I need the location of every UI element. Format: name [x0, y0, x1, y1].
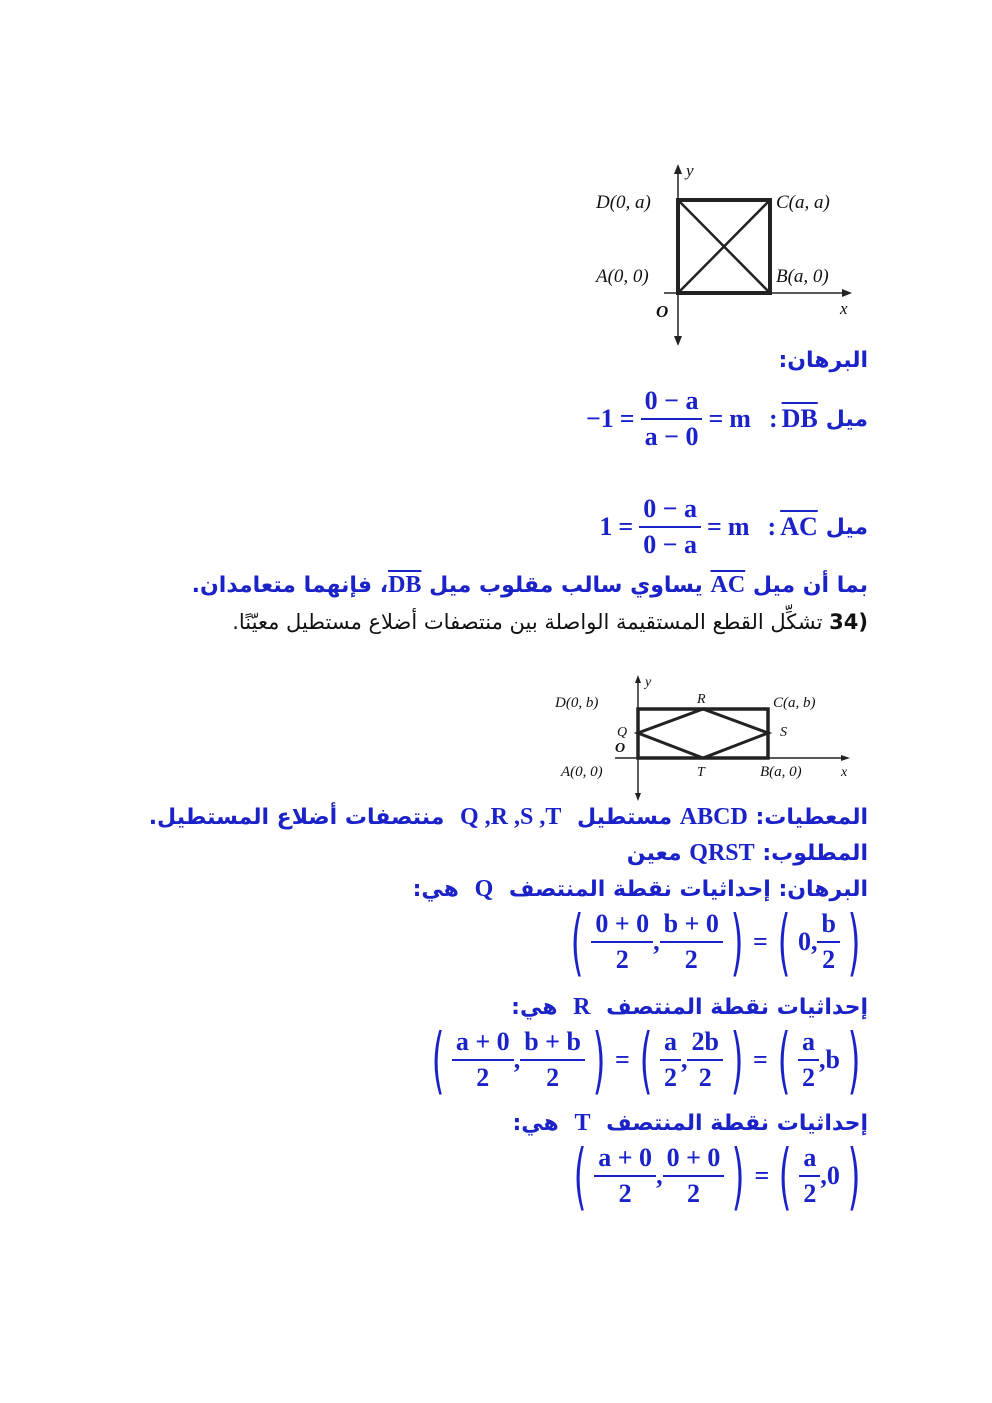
- proof2-t-heading: [512, 1110, 868, 1137]
- proof1-heading: البرهان:: [778, 348, 868, 373]
- slope-db-line: [586, 384, 868, 454]
- q-right-paren-1: ): [730, 900, 744, 984]
- t-result-num: a: [799, 1141, 820, 1177]
- r-left-paren-3: (: [777, 1018, 791, 1102]
- fig2-label-r: R: [697, 692, 706, 707]
- q-frac-1: [591, 907, 653, 977]
- fig2-y-label: y: [645, 675, 652, 690]
- r-result-den: 2: [801, 1063, 815, 1092]
- t-left-paren-2: (: [779, 1134, 792, 1218]
- t-frac-1-num: a + 0: [594, 1141, 656, 1177]
- slope-ac-line: [599, 492, 868, 562]
- q-frac-1-num: 0 + 0: [591, 907, 653, 943]
- t-left-paren-1: (: [573, 1134, 587, 1218]
- proof2-t-letter: T: [574, 1110, 591, 1136]
- slope-db-fraction: [641, 384, 703, 454]
- t-result-den: 2: [803, 1179, 817, 1208]
- slope-ac-word: ميل: [825, 514, 868, 540]
- r-frac-1-den: 2: [476, 1063, 490, 1092]
- r-simp-1-den: 2: [663, 1063, 677, 1092]
- r-comma-1: ,: [513, 1045, 521, 1074]
- q-frac-2-den: 2: [684, 945, 698, 974]
- t-right-paren-1: ): [732, 1134, 745, 1218]
- proof2-q-coords: إحداثيات نقطة المنتصف: [508, 877, 771, 902]
- fig2-label-t: T: [697, 765, 705, 780]
- proof2-q-heading: [413, 876, 868, 903]
- rectangle-rhombus-figure: [555, 672, 865, 802]
- r-right-paren-1: ): [592, 1018, 606, 1102]
- fig1-label-a: A(0, 0): [596, 266, 649, 287]
- slope-ac-fraction: [639, 492, 701, 562]
- conclusion-part1: بما أن ميل: [752, 573, 868, 598]
- r-frac-2: [520, 1025, 585, 1095]
- proof2-heading: البرهان:: [778, 877, 868, 902]
- t-result-frac: [799, 1141, 820, 1211]
- square-diagonals-figure: [590, 160, 870, 350]
- q-result-num: b: [817, 907, 839, 943]
- fig2-x-arrow: [841, 755, 850, 761]
- fig2-label-s: S: [780, 725, 787, 740]
- given-label: المعطيات:: [755, 805, 868, 830]
- slope-ac-denominator: 0 − a: [643, 530, 698, 559]
- required-rhombus: معين: [626, 841, 682, 866]
- conclusion-db: DB: [388, 572, 422, 598]
- equals-2: =: [708, 404, 724, 433]
- required-line: [627, 840, 868, 867]
- r-frac-2-den: 2: [546, 1063, 560, 1092]
- proof2-t-coords: إحداثيات نقطة المنتصف: [606, 1111, 868, 1136]
- conclusion-part2: يساوي سالب مقلوب ميل: [429, 573, 703, 598]
- t-frac-2-den: 2: [686, 1179, 700, 1208]
- r-frac-2-num: b + b: [520, 1025, 585, 1061]
- fig2-y-arrow-up: [635, 675, 641, 683]
- proof2-r-hiya: هي:: [511, 995, 558, 1020]
- r-frac-1: [452, 1025, 514, 1095]
- t-frac-1-den: 2: [618, 1179, 632, 1208]
- fig2-x-label: x: [841, 765, 848, 780]
- q-result-x: 0,: [797, 927, 818, 956]
- slope-db-colon: :: [768, 404, 778, 433]
- slope-ac-m: m: [727, 512, 750, 541]
- slope-ac-result: 1: [599, 512, 613, 541]
- slope-db-m: m: [729, 404, 751, 433]
- equals-1: =: [619, 404, 635, 433]
- t-midpoint-equation: [566, 1134, 868, 1218]
- equals-3: =: [618, 512, 634, 541]
- t-result-y: ,0: [820, 1161, 840, 1190]
- r-result-y: ,b: [818, 1045, 840, 1074]
- x-axis-arrow: [842, 289, 852, 297]
- t-frac-2: [663, 1141, 725, 1211]
- fig2-y-arrow-down: [635, 793, 641, 801]
- proof2-r-coords: إحداثيات نقطة المنتصف: [606, 995, 868, 1020]
- fig1-y-label: y: [686, 161, 694, 180]
- slope-db-denominator: a − 0: [644, 422, 699, 451]
- problem-34-text: تشكِّل القطع المستقيمة الواصلة بين منتصفات أضلاع مستطيل معيّنًا.: [232, 610, 823, 634]
- slope-ac-numerator: 0 − a: [639, 492, 701, 528]
- q-comma: ,: [653, 927, 660, 956]
- given-rest: منتصفات أضلاع المستطيل.: [148, 805, 445, 830]
- fig2-label-q: Q: [617, 725, 628, 740]
- rectangle: [638, 709, 768, 758]
- r-simp-frac-1: [660, 1025, 681, 1095]
- conclusion-part3: ، فإنهما متعامدان.: [191, 573, 389, 598]
- t-equals: =: [754, 1161, 770, 1190]
- required-qrst: QRST: [689, 840, 755, 866]
- fig2-origin-label: O: [615, 741, 626, 756]
- given-points: Q ,R ,S ,T: [460, 804, 562, 830]
- t-comma: ,: [656, 1161, 663, 1190]
- q-left-paren-2: (: [777, 900, 791, 984]
- proof2-t-hiya: هي:: [512, 1111, 559, 1136]
- slope-db-word: ميل: [825, 406, 868, 432]
- r-equals-2: =: [753, 1045, 768, 1074]
- r-left-paren-1: (: [431, 1018, 445, 1102]
- r-comma-2: ,: [680, 1045, 688, 1074]
- problem-34-number: 34): [829, 610, 868, 634]
- proof2-q-letter: Q: [474, 876, 494, 902]
- fig1-label-d: D(0, a): [596, 192, 651, 213]
- segment-db: $\overline{DB}$: [781, 404, 818, 433]
- r-left-paren-2: (: [639, 1018, 653, 1102]
- q-left-paren-1: (: [570, 900, 584, 984]
- r-result-num: a: [798, 1025, 819, 1061]
- q-right-paren-2: ): [847, 900, 861, 984]
- r-simp-2-num: 2b: [687, 1025, 722, 1061]
- fig2-label-b: B(a, 0): [760, 764, 802, 780]
- t-frac-2-num: 0 + 0: [663, 1141, 725, 1177]
- q-frac-2: [660, 907, 723, 977]
- y-axis-arrow-up: [674, 164, 682, 174]
- r-simp-frac-2: [687, 1025, 722, 1095]
- r-simp-2-den: 2: [698, 1063, 712, 1092]
- q-equals: =: [753, 927, 768, 956]
- fig1-label-b: B(a, 0): [776, 266, 829, 287]
- rhombus: [638, 709, 768, 758]
- conclusion-ac: AC: [710, 572, 746, 598]
- slope-ac-colon: :: [767, 512, 777, 541]
- fig2-label-c: C(a, b): [773, 695, 816, 711]
- r-simp-1-num: a: [660, 1025, 681, 1061]
- fig1-origin-label: O: [656, 302, 669, 321]
- r-right-paren-3: ): [847, 1018, 861, 1102]
- t-frac-1: [594, 1141, 656, 1211]
- q-result-den: 2: [822, 945, 836, 974]
- proof2-q-hiya: هي:: [412, 877, 459, 902]
- r-result-frac: [798, 1025, 819, 1095]
- given-line: [149, 804, 868, 831]
- fig2-label-a: A(0, 0): [561, 764, 603, 780]
- segment-ac: $\overline{AC}$: [780, 512, 818, 541]
- given-rectangle: مستطيل: [577, 805, 673, 830]
- given-abcd: ABCD: [679, 804, 748, 830]
- t-right-paren-2: ): [847, 1134, 861, 1218]
- r-equals-1: =: [615, 1045, 630, 1074]
- r-midpoint-equation: [424, 1018, 868, 1102]
- q-frac-1-den: 2: [615, 945, 629, 974]
- problem-34: [232, 610, 868, 634]
- proof1-conclusion: [192, 572, 868, 599]
- q-midpoint-equation: [563, 900, 868, 984]
- equals-4: =: [707, 512, 722, 541]
- fig1-x-label: x: [840, 299, 848, 318]
- q-frac-2-num: b + 0: [660, 907, 723, 943]
- fig2-label-d: D(0, b): [555, 695, 599, 711]
- slope-db-numerator: 0 − a: [641, 384, 703, 420]
- proof2-r-letter: R: [573, 994, 591, 1020]
- proof2-r-heading: [511, 994, 868, 1021]
- fig1-label-c: C(a, a): [776, 192, 830, 213]
- slope-db-result: −1: [585, 404, 614, 433]
- q-result-frac: [817, 907, 839, 977]
- required-label: المطلوب:: [762, 841, 868, 866]
- y-axis-arrow-down: [674, 336, 682, 346]
- r-right-paren-2: ): [730, 1018, 744, 1102]
- r-frac-1-num: a + 0: [452, 1025, 514, 1061]
